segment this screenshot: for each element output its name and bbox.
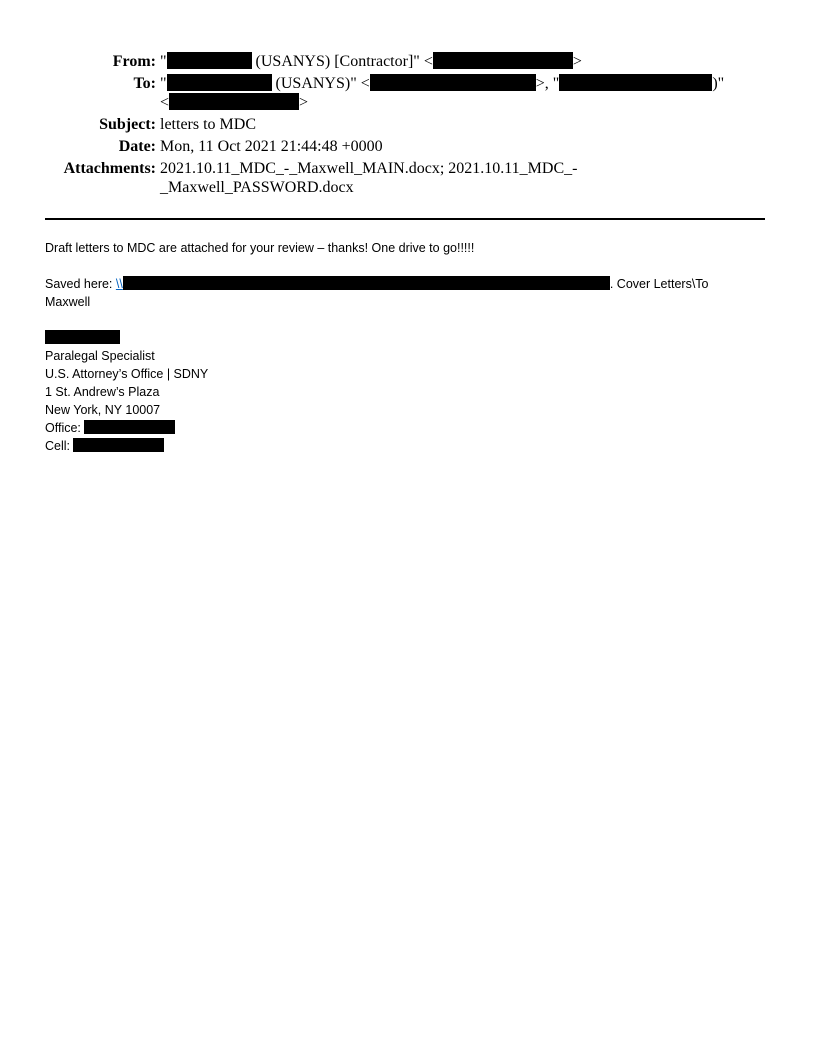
email-body — [45, 239, 765, 455]
header-divider — [45, 218, 765, 220]
from-label: From: — [112, 53, 156, 70]
attachments-label: Attachments: — [63, 160, 156, 177]
date-row — [0, 137, 816, 156]
attachments-value — [160, 159, 740, 197]
to-value: " (USANYS)" < >, " )" < > — [160, 75, 725, 111]
date-label: Date: — [118, 138, 156, 155]
signature-cell-phone: Cell: — [45, 437, 765, 455]
attachment-line[interactable]: _Maxwell_PASSWORD.docx — [160, 179, 354, 196]
redaction-box — [123, 276, 610, 290]
signature-office-phone: Office: — [45, 419, 765, 437]
redaction-box — [370, 74, 536, 91]
signature-office: U.S. Attorney’s Office | SDNY — [45, 367, 209, 381]
from-row — [0, 52, 816, 71]
saved-here-line: Saved here: \\ . Cover Letters\To Maxwell — [45, 277, 709, 309]
subject-value: letters to MDC — [160, 116, 256, 133]
to-row — [0, 74, 816, 112]
redaction-box — [167, 74, 272, 91]
signature-title: Paralegal Specialist — [45, 349, 155, 363]
saved-path-link[interactable]: \\ — [115, 277, 123, 291]
date-value: Mon, 11 Oct 2021 21:44:48 +0000 — [160, 138, 383, 155]
subject-label: Subject: — [99, 116, 156, 133]
signature-block — [45, 329, 765, 455]
redaction-box — [45, 330, 120, 344]
from-value: " (USANYS) [Contractor]" < > — [160, 53, 582, 70]
redaction-box — [73, 438, 164, 452]
redaction-box — [169, 93, 299, 110]
redaction-box — [167, 52, 252, 69]
email-header — [0, 52, 816, 197]
signature-city: New York, NY 10007 — [45, 403, 161, 417]
redaction-box — [84, 420, 175, 434]
subject-row — [0, 115, 816, 134]
redaction-box — [433, 52, 573, 69]
body-line: Draft letters to MDC are attached for your review – thanks! One drive to go!!!!! — [45, 241, 475, 255]
attachment-line[interactable]: 2021.10.11_MDC_-_Maxwell_MAIN.docx; 2021.10.11_MDC_- — [160, 160, 578, 177]
signature-address: 1 St. Andrew’s Plaza — [45, 385, 160, 399]
attachments-row — [0, 159, 816, 197]
to-label: To: — [133, 75, 156, 92]
redaction-box — [559, 74, 712, 91]
